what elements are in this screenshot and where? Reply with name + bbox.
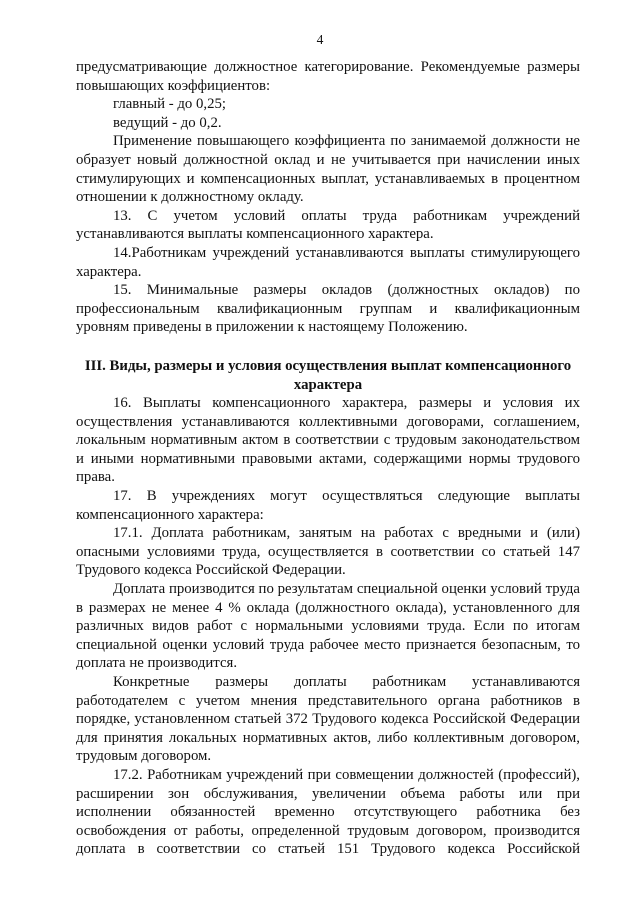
paragraph-coef-lead: ведущий - до 0,2. xyxy=(113,114,222,131)
page-number: 4 xyxy=(316,32,324,47)
paragraph-coef-application: Применение повышающего коэффициента по занимаемой должности не образует новый должностной оклад и не учитывается при начислении иных стимулирующих и компенсационных выплат, устанавливаемых в процентном отношении к должностному окладу. xyxy=(76,133,580,206)
paragraph-13: 13. С учетом условий оплаты труда работникам учреждений устанавливаются выплаты компенсационного характера. xyxy=(76,207,580,243)
paragraph-intro: предусматривающие должностное категорирование. Рекомендуемые размеры повышающих коэффициентов: xyxy=(76,59,580,94)
document-body xyxy=(76,58,580,859)
section-heading: III. Виды, размеры и условия осуществления выплат компенсационного характера xyxy=(84,357,572,393)
paragraph-15: 15. Минимальные размеры окладов (должностных окладов) по профессиональным квалификационным группам и квалификационным уровням приведены в приложении к настоящему Положению. xyxy=(76,282,580,336)
paragraph-surcharge-assessment: Доплата производится по результатам специальной оценки условий труда в размерах не менее 4 % оклада (должностного оклада), установленного для различных видов работ с нормальными условиями труда. Если по итогам специальной оценки условий труда рабочее место признается безопасным, то доплата не производится. xyxy=(76,581,580,672)
paragraph-17-1: 17.1. Доплата работникам, занятым на работах с вредными и (или) опасными условиями труда, осуществляется в соответствии со статьей 147 Трудового кодекса Российской Федерации. xyxy=(76,525,580,579)
paragraph-14: 14.Работникам учреждений устанавливаются выплаты стимулирующего характера. xyxy=(76,244,580,280)
paragraph-surcharge-amounts: Конкретные размеры доплаты работникам устанавливаются работодателем с учетом мнения представительного органа работников в порядке, установленном статьей 372 Трудового кодекса Российской Федерации для принятия локальных нормативных актов, либо коллективным договором, трудовым договором. xyxy=(76,674,580,765)
paragraph-16: 16. Выплаты компенсационного характера, размеры и условия их осуществления устанавливаются коллективными договорами, соглашением, локальным нормативным актом в соответствии с трудовым законодательством и иными нормативными правовыми актами, содержащими нормы трудового права. xyxy=(76,395,580,486)
paragraph-17-2: 17.2. Работникам учреждений при совмещении должностей (профессий), расширении зон обслуживания, увеличении объема работы или при исполнении обязанностей временно отсутствующего работника без освобождения от работы, определенной трудовым договором, производится доплата в соответствии со статьей 151 Трудового кодекса Российской xyxy=(76,766,580,858)
paragraph-coef-main: главный - до 0,25; xyxy=(113,96,226,113)
paragraph-17: 17. В учреждениях могут осуществляться следующие выплаты компенсационного характера: xyxy=(76,488,580,523)
